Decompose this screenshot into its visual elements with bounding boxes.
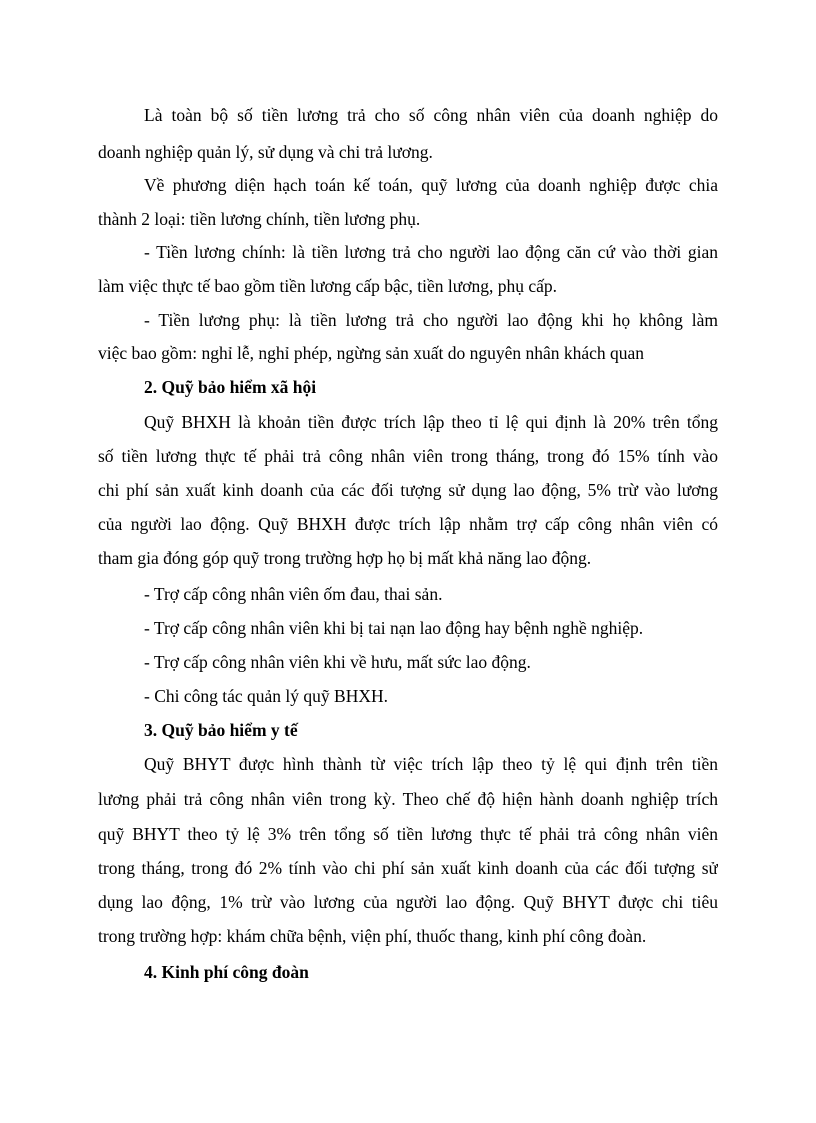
bullet-item-4: - Chi công tác quản lý quỹ BHXH. — [144, 686, 388, 706]
para1-line1: Là toàn bộ số tiền lương trả cho số công nhân viên của doanh nghiệp do — [144, 105, 718, 125]
para6-line4: trong tháng, trong đó 2% tính vào chi phí sản xuất kinh doanh của các đối tượng sử — [98, 858, 718, 878]
para3-line1: - Tiền lương chính: là tiền lương trả cho người lao động căn cứ vào thời gian — [144, 242, 718, 262]
para6-line3: quỹ BHYT theo tỷ lệ 3% trên tổng số tiền lương thực tế phải trả công nhân viên — [98, 824, 718, 844]
para2-line2: thành 2 loại: tiền lương chính, tiền lương phụ. — [98, 209, 421, 229]
para1-line2: doanh nghiệp quản lý, sử dụng và chi trả lương. — [98, 142, 433, 162]
para5-line2: số tiền lương thực tế phải trả công nhân viên trong tháng, trong đó 15% tính vào — [98, 446, 718, 466]
para3-line2: làm việc thực tế bao gồm tiền lương cấp bậc, tiền lương, phụ cấp. — [98, 276, 558, 296]
bullet-item-3: - Trợ cấp công nhân viên khi về hưu, mất sức lao động. — [144, 652, 531, 672]
para4-line2: việc bao gồm: nghỉ lễ, nghỉ phép, ngừng sản xuất do nguyên nhân khách quan — [98, 343, 645, 363]
heading-section-4: 4. Kinh phí công đoàn — [144, 962, 309, 982]
bullet-item-1: - Trợ cấp công nhân viên ốm đau, thai sản. — [144, 584, 443, 604]
para4-line1: - Tiền lương phụ: là tiền lương trả cho người lao động khi họ không làm — [144, 310, 718, 330]
para5-line5: tham gia đóng góp quỹ trong trường hợp họ bị mất khả năng lao động. — [98, 548, 592, 568]
para6-line1: Quỹ BHYT được hình thành từ việc trích lập theo tỷ lệ qui định trên tiền — [144, 754, 718, 774]
para5-line4: của người lao động. Quỹ BHXH được trích lập nhằm trợ cấp công nhân viên có — [98, 514, 718, 534]
heading-section-2: 2. Quỹ bảo hiểm xã hội — [144, 377, 317, 397]
para5-line1: Quỹ BHXH là khoản tiền được trích lập theo tỉ lệ qui định là 20% trên tổng — [144, 412, 718, 432]
para6-line2: lương phải trả công nhân viên trong kỳ. Theo chế độ hiện hành doanh nghiệp trích — [98, 789, 718, 809]
para2-line1: Về phương diện hạch toán kế toán, quỹ lương của doanh nghiệp được chia — [144, 175, 718, 195]
para6-line6: trong trường hợp: khám chữa bệnh, viện phí, thuốc thang, kinh phí công đoàn. — [98, 926, 647, 946]
bullet-item-2: - Trợ cấp công nhân viên khi bị tai nạn lao động hay bệnh nghề nghiệp. — [144, 618, 644, 638]
para6-line5: dụng lao động, 1% trừ vào lương của người lao động. Quỹ BHYT được chi tiêu — [98, 892, 718, 912]
heading-section-3: 3. Quỹ bảo hiểm y tế — [144, 720, 298, 740]
para5-line3: chi phí sản xuất kinh doanh của các đối tượng sử dụng lao động, 5% trừ vào lương — [98, 480, 718, 500]
